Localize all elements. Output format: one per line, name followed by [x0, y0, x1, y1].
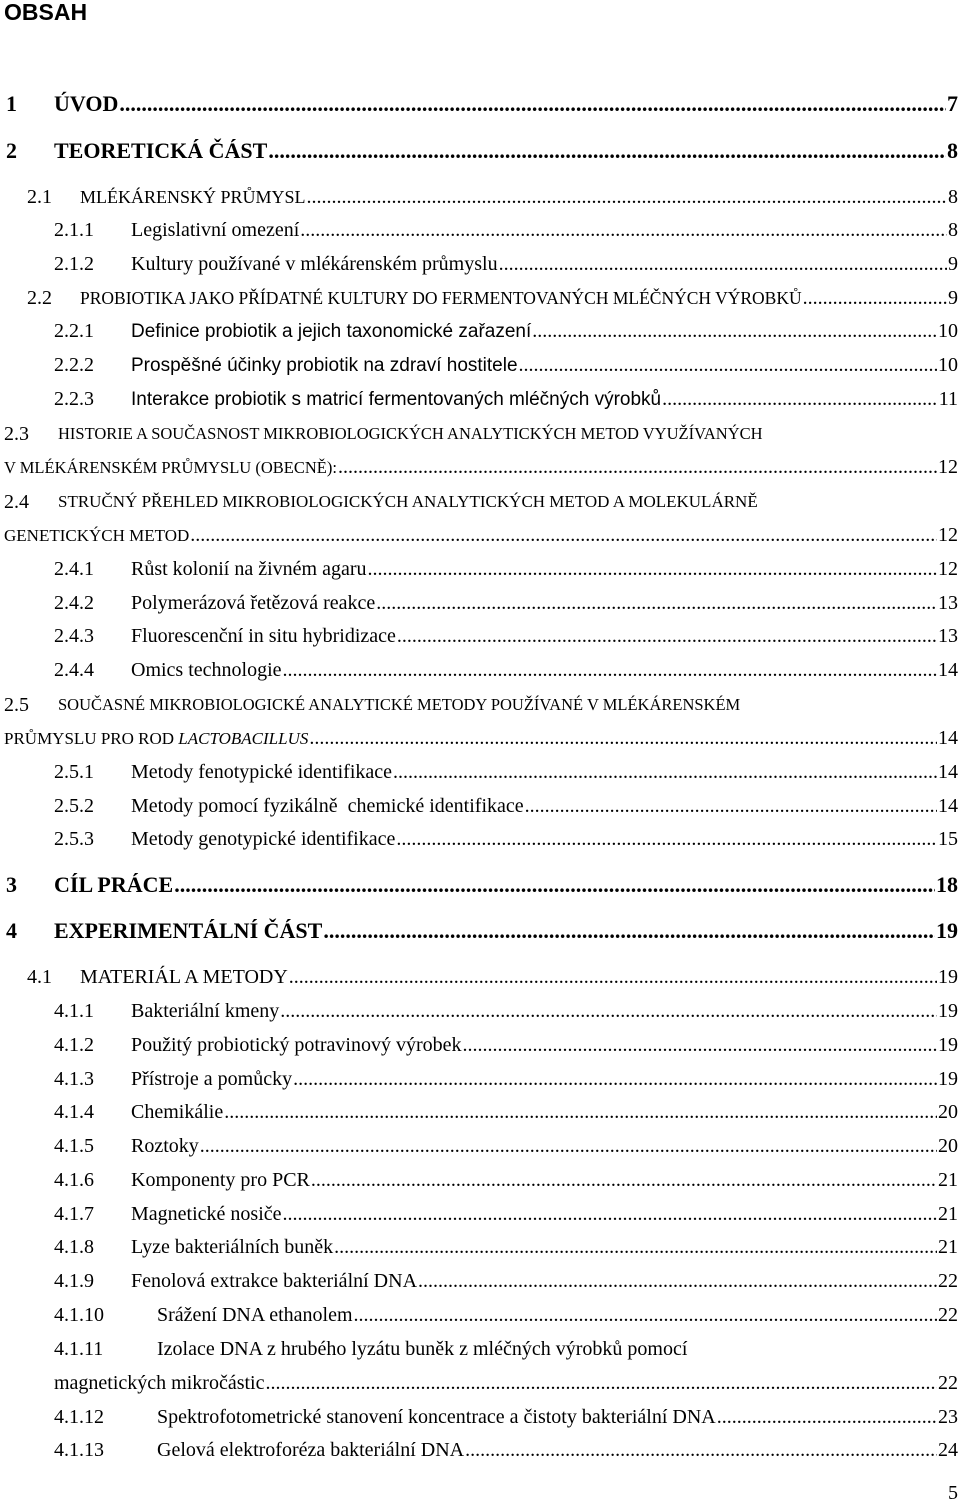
toc-number: 4.1.3	[54, 1068, 94, 1090]
toc-number: 4.1.12	[54, 1406, 104, 1428]
toc-number: 4.1.1	[54, 1000, 94, 1022]
toc-title: SOUČASNÉ MIKROBIOLOGICKÉ ANALYTICKÉ METODY POUŽÍVANÉ V MLÉKÁRENSKÉM	[58, 695, 741, 714]
toc-title: Roztoky	[131, 1135, 199, 1157]
toc-title: PROBIOTIKA JAKO PŘÍDATNÉ KULTURY DO FERMENTOVANÝCH MLÉČNÝCH VÝROBKŮ	[80, 288, 802, 308]
toc-title: Metody genotypické identifikace	[131, 828, 396, 850]
toc-page: 14	[938, 795, 958, 817]
toc-entry[interactable]	[0, 486, 960, 518]
toc-leader	[309, 722, 937, 754]
toc-leader	[190, 519, 937, 551]
toc-page: 10	[938, 320, 958, 342]
toc-page: 9	[948, 287, 958, 309]
toc-title: Legislativní omezení	[131, 219, 300, 241]
toc-entry[interactable]	[0, 135, 960, 167]
toc-page: 19	[936, 918, 958, 943]
toc-page: 14	[938, 659, 958, 681]
toc-entry-continuation[interactable]	[0, 722, 960, 754]
toc-title: EXPERIMENTÁLNÍ ČÁST	[54, 918, 323, 943]
toc-page: 19	[938, 966, 958, 988]
toc-title: TEORETICKÁ ČÁST	[54, 138, 268, 163]
toc-title: HISTORIE A SOUČASNOST MIKROBIOLOGICKÝCH ANALYTICKÝCH METOD VYUŽÍVANÝCH	[58, 424, 763, 443]
toc-entry[interactable]	[0, 1029, 960, 1061]
toc-number: 4.1.10	[54, 1304, 104, 1326]
toc-page: 8	[948, 186, 958, 208]
toc-number: 2.4.2	[54, 592, 94, 614]
toc-number: 2.5.1	[54, 761, 94, 783]
toc-entry[interactable]	[0, 823, 960, 855]
toc-page: 21	[938, 1203, 958, 1225]
toc-page: 18	[936, 872, 958, 897]
toc-entry[interactable]	[0, 1333, 960, 1365]
toc-entry[interactable]	[0, 1265, 960, 1297]
toc-page: 19	[938, 1034, 958, 1056]
toc-entry[interactable]	[0, 282, 960, 314]
toc-number: 4.1.4	[54, 1101, 94, 1123]
toc-number: 2.1.1	[54, 219, 94, 241]
toc-leader	[119, 88, 946, 120]
toc-entry[interactable]	[0, 1401, 960, 1433]
toc-leader	[283, 654, 937, 686]
toc-title	[4, 723, 308, 755]
toc-title: Izolace DNA z hrubého lyzátu buněk z mléčných výrobků pomocí	[157, 1338, 688, 1360]
toc-leader	[532, 315, 937, 347]
toc-number: 3	[6, 872, 17, 897]
toc-entry[interactable]	[0, 869, 960, 901]
toc-entry[interactable]	[0, 689, 960, 721]
toc-number: 2.1	[27, 186, 52, 208]
toc-entry[interactable]	[0, 1063, 960, 1095]
toc-title: Polymerázová řetězová reakce	[131, 592, 376, 614]
toc-leader	[200, 1130, 937, 1162]
toc-title: Metody pomocí fyzikálně chemické identifikace	[131, 795, 524, 817]
toc-entry[interactable]	[0, 181, 960, 213]
toc-entry[interactable]	[0, 1198, 960, 1230]
toc-entry[interactable]	[0, 214, 960, 246]
toc-number: 2.2	[27, 287, 52, 309]
toc-leader	[803, 282, 947, 314]
toc-leader	[280, 995, 937, 1027]
toc-title: Růst kolonií na živném agaru	[131, 558, 367, 580]
toc-entry[interactable]	[0, 587, 960, 619]
toc-page: 14	[938, 761, 958, 783]
toc-leader	[519, 349, 937, 381]
page-number: 5	[948, 1482, 958, 1504]
toc-entry[interactable]	[0, 654, 960, 686]
toc-title: Použitý probiotický potravinový výrobek	[131, 1034, 462, 1056]
toc-title: Lyze bakteriálních buněk	[131, 1236, 334, 1258]
toc-page: 23	[938, 1406, 958, 1428]
toc-number: 4.1.8	[54, 1236, 94, 1258]
toc-number: 4	[6, 918, 17, 943]
toc-leader	[396, 823, 937, 855]
toc-leader	[300, 214, 947, 246]
toc-number: 2.4.4	[54, 659, 94, 681]
toc-title: MLÉKÁRENSKÝ PRŮMYSL	[80, 187, 306, 207]
toc-number: 4.1.13	[54, 1439, 104, 1461]
toc-page: 21	[938, 1236, 958, 1258]
toc-title-part: PRŮMYSLU PRO ROD	[4, 729, 179, 748]
toc-leader	[525, 790, 937, 822]
toc-number: 2.4.3	[54, 625, 94, 647]
toc-leader	[662, 383, 938, 415]
toc-leader	[418, 1265, 937, 1297]
toc-entry[interactable]	[0, 418, 960, 450]
toc-entry[interactable]	[0, 1164, 960, 1196]
toc-title: V MLÉKÁRENSKÉM PRŮMYSLU (OBECNĚ):	[4, 458, 337, 477]
toc-entry[interactable]	[0, 1434, 960, 1466]
toc-page: 8	[948, 219, 958, 241]
toc-page: 22	[938, 1304, 958, 1326]
toc-page: 14	[938, 727, 958, 749]
toc-page: 12	[938, 524, 958, 546]
toc-page: 20	[938, 1135, 958, 1157]
toc-number: 4.1.11	[54, 1338, 104, 1360]
toc-title-genus: LACTOBACILLUS	[178, 729, 309, 748]
toc-leader	[174, 869, 935, 901]
toc-leader	[283, 1198, 938, 1230]
toc-entry[interactable]	[0, 349, 960, 381]
toc-entry[interactable]	[0, 915, 960, 947]
toc-page: 21	[938, 1169, 958, 1191]
toc-leader	[334, 1231, 937, 1263]
toc-leader	[265, 1367, 937, 1399]
toc-leader	[307, 181, 947, 213]
toc-page: 7	[947, 91, 958, 116]
toc-page: 20	[938, 1101, 958, 1123]
toc-entry[interactable]	[0, 1231, 960, 1263]
toc-page: 10	[938, 354, 958, 376]
toc-entry[interactable]	[0, 553, 960, 585]
toc-title: Chemikálie	[131, 1101, 224, 1123]
toc-entry[interactable]	[0, 1299, 960, 1331]
toc-title: Přístroje a pomůcky	[131, 1068, 293, 1090]
toc-title: MATERIÁL A METODY	[80, 966, 288, 988]
toc-leader	[293, 1063, 937, 1095]
toc-entry[interactable]	[0, 88, 960, 120]
toc-number: 2.2.3	[54, 388, 94, 410]
toc-number: 2.4.1	[54, 558, 94, 580]
toc-page: 24	[938, 1439, 958, 1461]
toc-number: 4.1.7	[54, 1203, 94, 1225]
toc-entry-continuation[interactable]	[0, 1367, 960, 1399]
toc-title: Kultury používané v mlékárenském průmyslu	[131, 253, 498, 275]
toc-page: 9	[948, 253, 958, 275]
toc-number: 4.1.6	[54, 1169, 94, 1191]
toc-title: GENETICKÝCH METOD	[4, 526, 190, 545]
page-title: OBSAH	[4, 0, 88, 25]
toc-leader	[397, 620, 937, 652]
toc-leader	[338, 451, 937, 483]
toc-leader	[224, 1096, 937, 1128]
toc-leader	[368, 553, 937, 585]
toc-title: magnetických mikročástic	[54, 1372, 265, 1394]
toc-title: Prospěšné účinky probiotik na zdraví hostitele	[131, 355, 518, 376]
toc-number: 2.4	[4, 491, 29, 513]
toc-page: 22	[938, 1372, 958, 1394]
toc-title: Bakteriální kmeny	[131, 1000, 280, 1022]
toc-leader	[376, 587, 937, 619]
toc-title: Spektrofotometrické stanovení koncentrace a čistoty bakteriální DNA	[157, 1406, 716, 1428]
toc-leader	[289, 961, 937, 993]
toc-title: Omics technologie	[131, 659, 282, 681]
toc-title: Metody fenotypické identifikace	[131, 761, 393, 783]
toc-page: 11	[938, 388, 958, 410]
toc-page: 8	[947, 138, 958, 163]
toc-number: 2.2.1	[54, 320, 94, 342]
toc-number: 2.3	[4, 423, 29, 445]
toc-title: STRUČNÝ PŘEHLED MIKROBIOLOGICKÝCH ANALYTICKÝCH METOD A MOLEKULÁRNĚ	[58, 492, 758, 511]
toc-leader	[268, 135, 946, 167]
toc-number: 2.5.3	[54, 828, 94, 850]
toc-number: 2.2.2	[54, 354, 94, 376]
toc-number: 2.1.2	[54, 253, 94, 275]
toc-number: 1	[6, 91, 17, 116]
toc-entry-continuation[interactable]	[0, 451, 960, 483]
toc-leader	[311, 1164, 937, 1196]
toc-entry[interactable]	[0, 756, 960, 788]
toc-page: 12	[938, 558, 958, 580]
toc-title: Gelová elektroforéza bakteriální DNA	[157, 1439, 465, 1461]
toc-number: 2.5	[4, 694, 29, 716]
toc-title: Komponenty pro PCR	[131, 1169, 310, 1191]
toc-leader	[393, 756, 937, 788]
toc-title: Definice probiotik a jejich taxonomické zařazení	[131, 321, 532, 342]
toc-title: Magnetické nosiče	[131, 1203, 282, 1225]
toc-leader	[463, 1029, 937, 1061]
toc-entry[interactable]	[0, 315, 960, 347]
toc-entry[interactable]	[0, 1130, 960, 1162]
toc-entry[interactable]	[0, 995, 960, 1027]
toc-page: 12	[938, 456, 958, 478]
toc-title: Fenolová extrakce bakteriální DNA	[131, 1270, 418, 1292]
toc-number: 4.1.5	[54, 1135, 94, 1157]
toc-leader	[717, 1401, 937, 1433]
toc-number: 2.5.2	[54, 795, 94, 817]
toc-title: Fluorescenční in situ hybridizace	[131, 625, 396, 647]
toc-entry[interactable]	[0, 383, 960, 415]
toc-page: 19	[938, 1068, 958, 1090]
toc-page: 22	[938, 1270, 958, 1292]
toc-leader	[323, 915, 935, 947]
toc-page: 13	[938, 592, 958, 614]
toc-entry[interactable]	[0, 1096, 960, 1128]
toc-page: 15	[938, 828, 958, 850]
toc-number: 4.1.9	[54, 1270, 94, 1292]
toc-entry-continuation[interactable]	[0, 519, 960, 551]
toc-title: ÚVOD	[54, 91, 119, 116]
toc-entry[interactable]	[0, 790, 960, 822]
toc-number: 4.1.2	[54, 1034, 94, 1056]
toc-entry[interactable]	[0, 620, 960, 652]
toc-leader	[354, 1299, 938, 1331]
toc-leader	[465, 1434, 937, 1466]
toc-number: 2	[6, 138, 17, 163]
toc-page: 19	[938, 1000, 958, 1022]
toc-entry[interactable]	[0, 248, 960, 280]
toc-leader	[499, 248, 947, 280]
toc-page: 13	[938, 625, 958, 647]
toc-title: CÍL PRÁCE	[54, 872, 174, 897]
toc-title: Interakce probiotik s matricí fermentovaných mléčných výrobků	[131, 389, 662, 410]
toc-number: 4.1	[27, 966, 52, 988]
toc-entry[interactable]	[0, 961, 960, 993]
toc-title: Srážení DNA ethanolem	[157, 1304, 353, 1326]
